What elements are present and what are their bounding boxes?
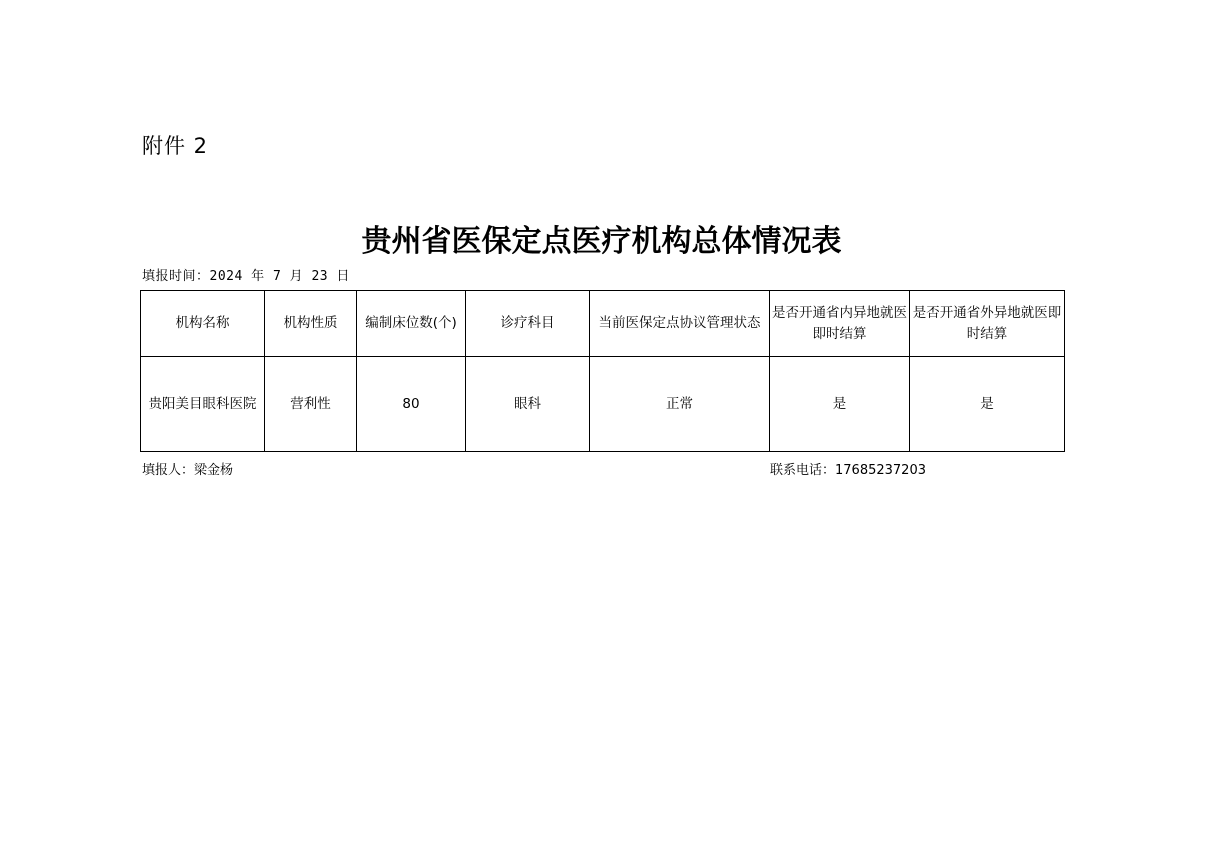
cell-agreement-status: 正常 [590,357,770,452]
fill-date: 填报时间：2024 年 7 月 23 日 [142,269,350,284]
contact-phone: 联系电话：17685237203 [770,463,926,478]
header-institution-nature: 机构性质 [265,291,357,357]
cell-institution-nature: 营利性 [265,357,357,452]
cell-bed-count: 80 [357,357,466,452]
header-institution-name: 机构名称 [141,291,265,357]
header-bed-count: 编制床位数(个) [357,291,466,357]
header-in-province-settlement: 是否开通省内异地就医即时结算 [770,291,910,357]
filler-name: 填报人：梁金杨 [142,463,234,478]
cell-treatment-subjects: 眼科 [466,357,590,452]
cell-out-province-settlement: 是 [910,357,1065,452]
institution-table [140,290,1065,452]
header-agreement-status: 当前医保定点协议管理状态 [590,291,770,357]
page-title: 贵州省医保定点医疗机构总体情况表 [361,224,842,259]
header-out-province-settlement: 是否开通省外异地就医即时结算 [910,291,1065,357]
table-header-row [141,291,1065,357]
table-row [141,357,1065,452]
attachment-label: 附件 2 [142,134,209,158]
header-treatment-subjects: 诊疗科目 [466,291,590,357]
cell-institution-name: 贵阳美目眼科医院 [141,357,265,452]
cell-in-province-settlement: 是 [770,357,910,452]
